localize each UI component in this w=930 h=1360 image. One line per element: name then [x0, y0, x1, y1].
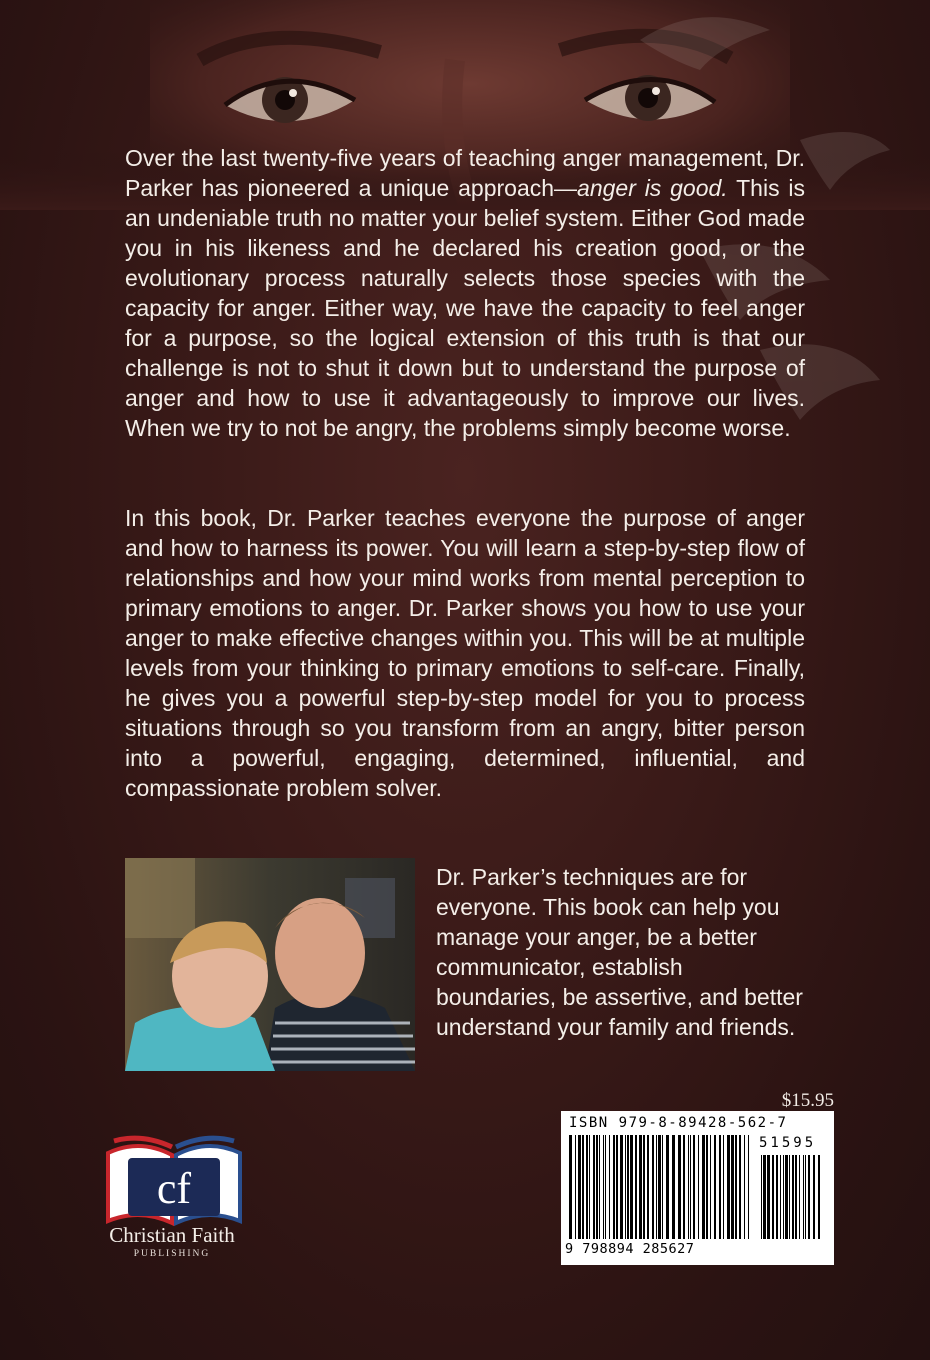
description-paragraph-1: [125, 143, 805, 443]
p1-emphasis: anger is good.: [577, 175, 728, 201]
barcode-bar: [620, 1135, 623, 1239]
barcode-bar: [698, 1135, 699, 1239]
isbn-label: ISBN 979-8-89428-562-7: [569, 1115, 788, 1131]
barcode-bar: [818, 1155, 820, 1239]
barcode-bar: [586, 1135, 588, 1239]
price-barcode-bars: [761, 1155, 825, 1239]
barcode-bar: [609, 1135, 610, 1239]
barcode-bar: [808, 1155, 810, 1239]
barcode-bar: [656, 1135, 657, 1239]
barcode-price-code: 51595: [759, 1135, 817, 1151]
barcode-bar: [739, 1135, 741, 1239]
barcode-bar: [785, 1155, 788, 1239]
barcode-bar: [666, 1135, 669, 1239]
barcode-bar: [789, 1155, 790, 1239]
barcode-bar: [643, 1135, 645, 1239]
barcode-bar: [702, 1135, 705, 1239]
barcode-bar: [635, 1135, 637, 1239]
barcode-bar: [690, 1135, 691, 1239]
barcode-bar: [593, 1135, 595, 1239]
barcode-bar: [575, 1135, 576, 1239]
logo-monogram: cf: [156, 1164, 192, 1213]
barcode-bar: [683, 1135, 685, 1239]
barcode-bar: [569, 1135, 572, 1239]
author-photo: [125, 858, 415, 1071]
barcode-bar: [589, 1135, 590, 1239]
barcode-bar: [599, 1135, 600, 1239]
p1-text-start: Over the last twenty-five years of teaching anger management, Dr. Parker has pioneered a unique approach—: [125, 145, 805, 201]
barcode-bar: [723, 1135, 724, 1239]
barcode-bar: [678, 1135, 681, 1239]
barcode-bar: [767, 1155, 770, 1239]
barcode-bar: [735, 1135, 737, 1239]
barcode-bar: [813, 1155, 815, 1239]
description-paragraph-3: Dr. Parker’s techniques are for everyone. This book can help you manage your anger, be a better communicator, establish boundaries, be assertive, and better understand your family and friends.: [436, 864, 803, 1040]
publisher-subtitle: PUBLISHING: [133, 1249, 211, 1259]
isbn-barcode: [561, 1111, 834, 1265]
publisher-name: Christian Faith: [109, 1223, 235, 1247]
barcode-bar: [693, 1135, 695, 1239]
barcode-bar: [761, 1155, 762, 1239]
barcode-bar: [605, 1135, 606, 1239]
barcode-bar: [706, 1135, 708, 1239]
barcode-bar: [792, 1155, 794, 1239]
barcode-bar: [688, 1135, 689, 1239]
barcode-bar: [625, 1135, 626, 1239]
barcode-bar: [616, 1135, 618, 1239]
barcode-number: 9 798894 285627: [565, 1241, 695, 1257]
barcode-bar: [780, 1155, 781, 1239]
barcode-bar: [803, 1155, 804, 1239]
barcode-bar: [613, 1135, 615, 1239]
barcode-bars: [569, 1135, 754, 1239]
barcode-bar: [639, 1135, 642, 1239]
barcode-bar: [582, 1135, 584, 1239]
barcode-bar: [799, 1155, 800, 1239]
barcode-bar: [630, 1135, 633, 1239]
barcode-bar: [763, 1155, 766, 1239]
barcode-bar: [578, 1135, 581, 1239]
barcode-bar: [652, 1135, 654, 1239]
barcode-bar: [647, 1135, 649, 1239]
description-paragraph-2: In this book, Dr. Parker teaches everyone the purpose of anger and how to harness its power. You will learn a step-by-step flow of relationships and how your mind works from mental perception to primary emotions to anger. Dr. Parker shows you how to use your anger to make effective changes within you. This will be at multiple levels from your thinking to primary emotions to self-care. Finally, he gives you a powerful step-by-step model for you to process situations through so you transform from an angry, bitter person into a powerful, engaging, determined, influential, and compassionate problem solver.: [125, 505, 805, 801]
barcode-bar: [627, 1135, 629, 1239]
barcode-bar: [744, 1135, 745, 1239]
barcode-bar: [795, 1155, 797, 1239]
barcode-bar: [603, 1135, 604, 1239]
barcode-bar: [772, 1155, 774, 1239]
barcode-bar: [731, 1135, 734, 1239]
barcode-bar: [776, 1155, 778, 1239]
barcode-bar: [783, 1155, 784, 1239]
barcode-bar: [727, 1135, 730, 1239]
barcode-bar: [710, 1135, 711, 1239]
p1-text-end: This is an undeniable truth no matter your belief system. Either God made you in his likeness and he declared his creation good, or the evolutionary process naturally selects those species with the capacity for anger. Either way, we have the capacity to feel anger for a purpose, so the logical extension of this truth is that our challenge is not to shut it down but to understand the purpose of anger and how to use it advantageously to improve our lives. When we try to not be angry, the problems simply become worse.: [125, 175, 805, 441]
price-label: $15.95: [781, 1090, 834, 1111]
barcode-bar: [672, 1135, 675, 1239]
barcode-bar: [714, 1135, 716, 1239]
barcode-bar: [596, 1135, 598, 1239]
barcode-bar: [805, 1155, 806, 1239]
barcode-bar: [748, 1135, 749, 1239]
barcode-bar: [662, 1135, 663, 1239]
barcode-bar: [719, 1135, 721, 1239]
barcode-bar: [658, 1135, 661, 1239]
